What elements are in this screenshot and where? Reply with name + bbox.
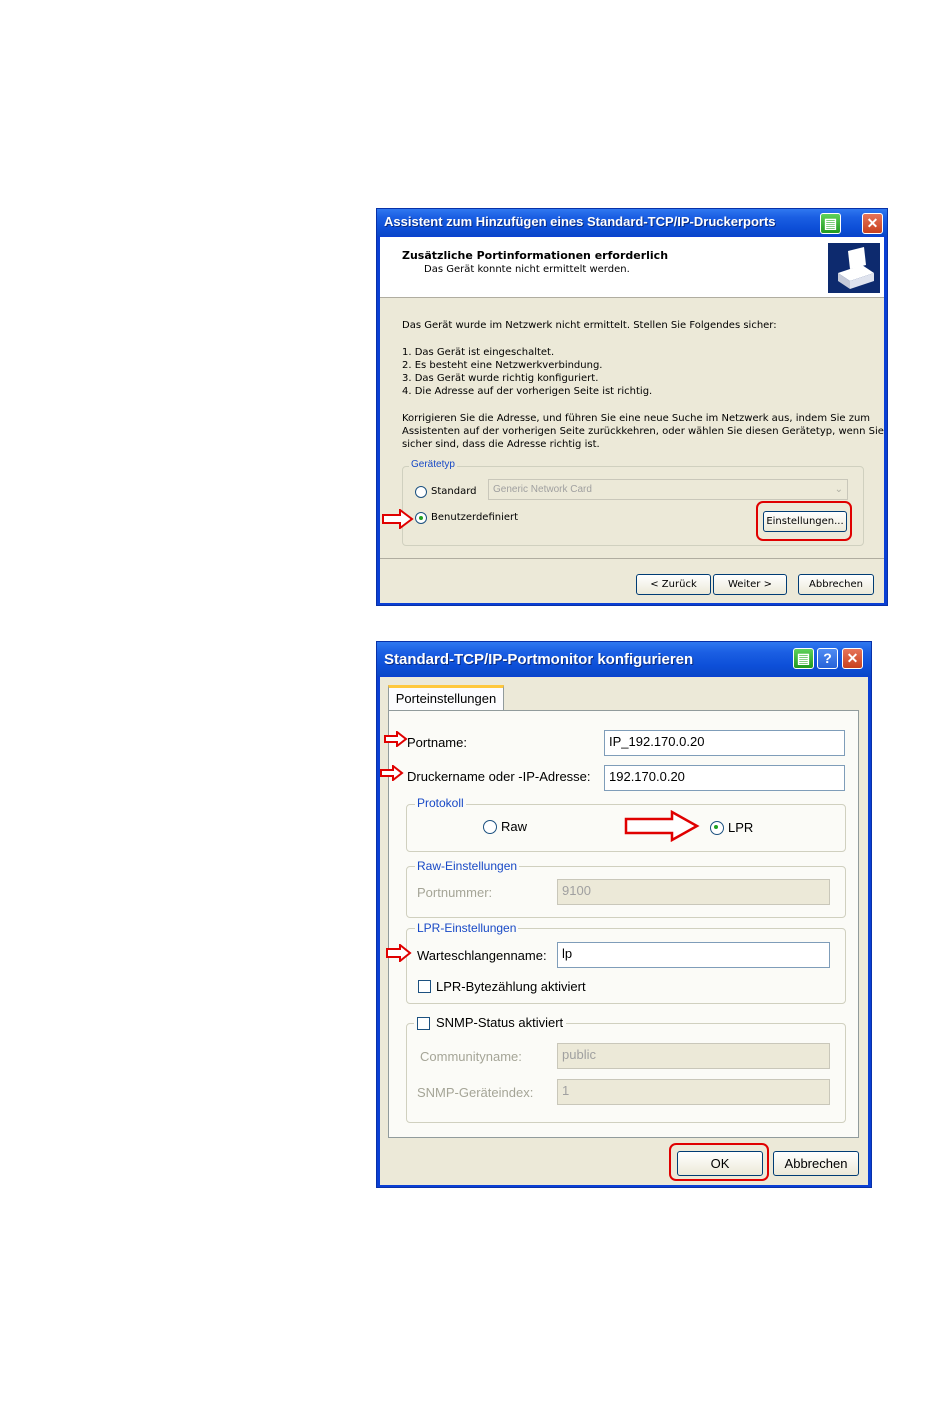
next-button[interactable]: Weiter > bbox=[713, 574, 787, 595]
correction-text: Assistenten auf der vorherigen Seite zurückkehren, oder wählen Sie diesen Gerätetyp, wenn Sie bbox=[402, 426, 884, 437]
wizard-cancel-button[interactable]: Abbrechen bbox=[798, 574, 874, 595]
wizard-intro-text: Das Gerät wurde im Netzwerk nicht ermittelt. Stellen Sie Folgendes sicher: bbox=[402, 320, 777, 331]
config-titlebar[interactable] bbox=[377, 642, 871, 676]
raw-settings-legend: Raw-Einstellungen bbox=[417, 859, 518, 873]
custom-label: Benutzerdefiniert bbox=[431, 512, 519, 523]
config-close-button[interactable]: ✕ bbox=[842, 648, 863, 669]
arrow-right-icon bbox=[386, 944, 412, 962]
wizard-title: Assistent zum Hinzufügen eines Standard-TCP/IP-Druckerports bbox=[384, 214, 776, 229]
arrow-right-icon bbox=[624, 810, 700, 842]
snmp-label: SNMP-Status aktiviert bbox=[436, 1015, 564, 1030]
community-name-input[interactable]: public bbox=[557, 1043, 830, 1069]
standard-device-select[interactable] bbox=[488, 479, 848, 500]
queue-name-label: Warteschlangenname: bbox=[417, 948, 547, 963]
checklist-item: 1. Das Gerät ist eingeschaltet. bbox=[402, 347, 555, 358]
custom-radio[interactable] bbox=[415, 512, 427, 524]
snmp-index-label: SNMP-Geräteindex: bbox=[417, 1085, 534, 1100]
port-name-input[interactable]: IP_192.170.0.20 bbox=[604, 730, 845, 756]
queue-name-input[interactable]: lp bbox=[557, 942, 830, 968]
raw-radio[interactable] bbox=[483, 820, 497, 834]
standard-label: Standard bbox=[431, 486, 477, 497]
tab-label: Porteinstellungen bbox=[395, 691, 497, 706]
standard-device-value: Generic Network Card bbox=[493, 484, 592, 495]
wizard-body bbox=[380, 298, 884, 603]
standard-radio[interactable] bbox=[415, 486, 427, 498]
settings-button-highlight bbox=[756, 501, 852, 541]
wizard-window bbox=[376, 208, 888, 606]
wizard-header-title: Zusätzliche Portinformationen erforderlich bbox=[402, 249, 669, 262]
config-window bbox=[376, 641, 872, 1188]
checklist-item: 2. Es besteht eine Netzwerkverbindung. bbox=[402, 360, 603, 371]
ok-button[interactable]: OK bbox=[677, 1151, 763, 1176]
config-title: Standard-TCP/IP-Portmonitor konfigurieren bbox=[384, 651, 694, 668]
lpr-byte-count-checkbox[interactable] bbox=[418, 980, 431, 993]
printer-address-input[interactable]: 192.170.0.20 bbox=[604, 765, 845, 791]
checklist-item: 4. Die Adresse auf der vorherigen Seite ist richtig. bbox=[402, 386, 653, 397]
arrow-right-icon bbox=[380, 765, 404, 781]
correction-text: sicher sind, dass die Adresse richtig ist. bbox=[402, 439, 600, 450]
ok-button-highlight bbox=[669, 1143, 769, 1181]
printer-address-label: Druckername oder -IP-Adresse: bbox=[407, 769, 591, 784]
port-number-input[interactable]: 9100 bbox=[557, 879, 830, 905]
settings-button[interactable]: Einstellungen... bbox=[763, 511, 847, 532]
checklist-item: 3. Das Gerät wurde richtig konfiguriert. bbox=[402, 373, 599, 384]
lpr-label: LPR bbox=[728, 820, 754, 835]
wizard-header-subtitle: Das Gerät konnte nicht ermittelt werden. bbox=[424, 264, 630, 275]
printer-wizard-icon bbox=[828, 243, 880, 293]
correction-text: Korrigieren Sie die Adresse, und führen Sie eine neue Suche im Netzwerk aus, indem Sie zum bbox=[402, 413, 871, 424]
snmp-group bbox=[406, 1023, 846, 1123]
raw-label: Raw bbox=[501, 819, 528, 834]
chevron-down-icon: ⌄ bbox=[834, 484, 843, 495]
lpr-byte-count-label: LPR-Bytezählung aktiviert bbox=[436, 979, 586, 994]
lpr-settings-legend: LPR-Einstellungen bbox=[417, 921, 517, 935]
community-name-label: Communityname: bbox=[420, 1049, 522, 1064]
tab-porteinstellungen[interactable] bbox=[388, 685, 504, 711]
snmp-header bbox=[414, 1014, 566, 1032]
lpr-radio[interactable] bbox=[710, 821, 724, 835]
snmp-index-input[interactable]: 1 bbox=[557, 1079, 830, 1105]
arrow-right-icon bbox=[382, 509, 414, 529]
back-button[interactable]: < Zurück bbox=[636, 574, 711, 595]
device-type-legend: Gerätetyp bbox=[411, 459, 455, 470]
wizard-close-button[interactable]: ✕ bbox=[862, 213, 883, 234]
config-body bbox=[380, 677, 868, 1185]
wizard-header bbox=[380, 237, 884, 298]
port-number-label: Portnummer: bbox=[417, 885, 493, 900]
config-cancel-button[interactable]: Abbrechen bbox=[773, 1151, 859, 1176]
wizard-titlebar[interactable] bbox=[377, 209, 887, 236]
printer-status-icon[interactable]: ▤ bbox=[820, 213, 841, 234]
divider bbox=[380, 558, 884, 559]
printer-status-icon[interactable]: ▤ bbox=[793, 648, 814, 669]
help-button[interactable]: ? bbox=[817, 648, 838, 669]
arrow-right-icon bbox=[384, 731, 408, 747]
snmp-checkbox[interactable] bbox=[417, 1017, 430, 1030]
port-name-label: Portname: bbox=[407, 735, 467, 750]
protocol-legend: Protokoll bbox=[417, 796, 464, 810]
